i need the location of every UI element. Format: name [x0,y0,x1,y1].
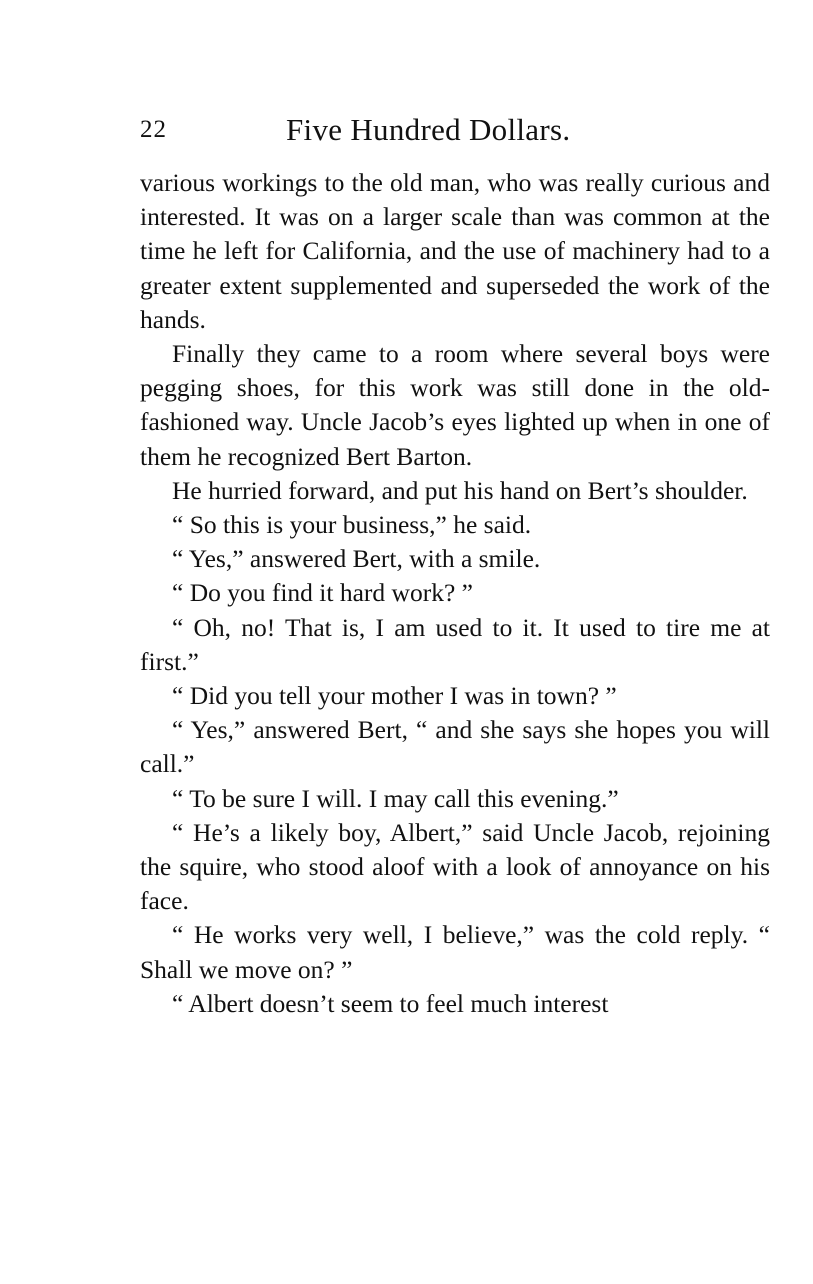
dialogue-line: “ Yes,” answered Bert, with a smile. [172,544,541,574]
dialogue-line: “ Yes,” answered Bert, “ and she says she hopes you will call.” [140,715,770,779]
paragraph: He hurried forward, and put his hand on Bert’s shoulder. [172,475,748,505]
book-page [140,112,770,1021]
dialogue-line: “ So this is your business,” he said. [172,510,532,540]
dialogue-line: “ Oh, no! That is, I am used to it. It used to tire me at first.” [140,612,770,676]
dialogue-line: “ Albert doesn’t seem to feel much interest [172,988,609,1018]
dialogue-line: “ Did you tell your mother I was in town? ” [172,681,617,711]
paragraph: Finally they came to a room where several boys were pegging shoes, for this work was still done in the old-fashioned way. Uncle Jacob’s eyes lighted up when in one of them he recognized Bert Barton. [140,339,770,471]
body-text [140,166,770,1021]
dialogue-line: “ He works very well, I believe,” was the cold reply. “ Shall we move on? ” [140,920,770,984]
running-title: Five Hundred Dollars. [286,112,571,147]
running-head [140,112,770,158]
dialogue-line: “ To be sure I will. I may call this evening.” [172,783,619,813]
page-number: 22 [140,116,167,143]
dialogue-line: “ He’s a likely boy, Albert,” said Uncle Jacob, rejoining the squire, who stood aloof with a look of annoyance on his face. [140,817,770,916]
dialogue-line: “ Do you find it hard work? ” [172,578,473,608]
paragraph: various workings to the old man, who was really curious and interested. It was on a larger scale than was common at the time he left for California, and the use of machinery had to a greater extent supplemented and superseded the work of the hands. [140,168,770,334]
